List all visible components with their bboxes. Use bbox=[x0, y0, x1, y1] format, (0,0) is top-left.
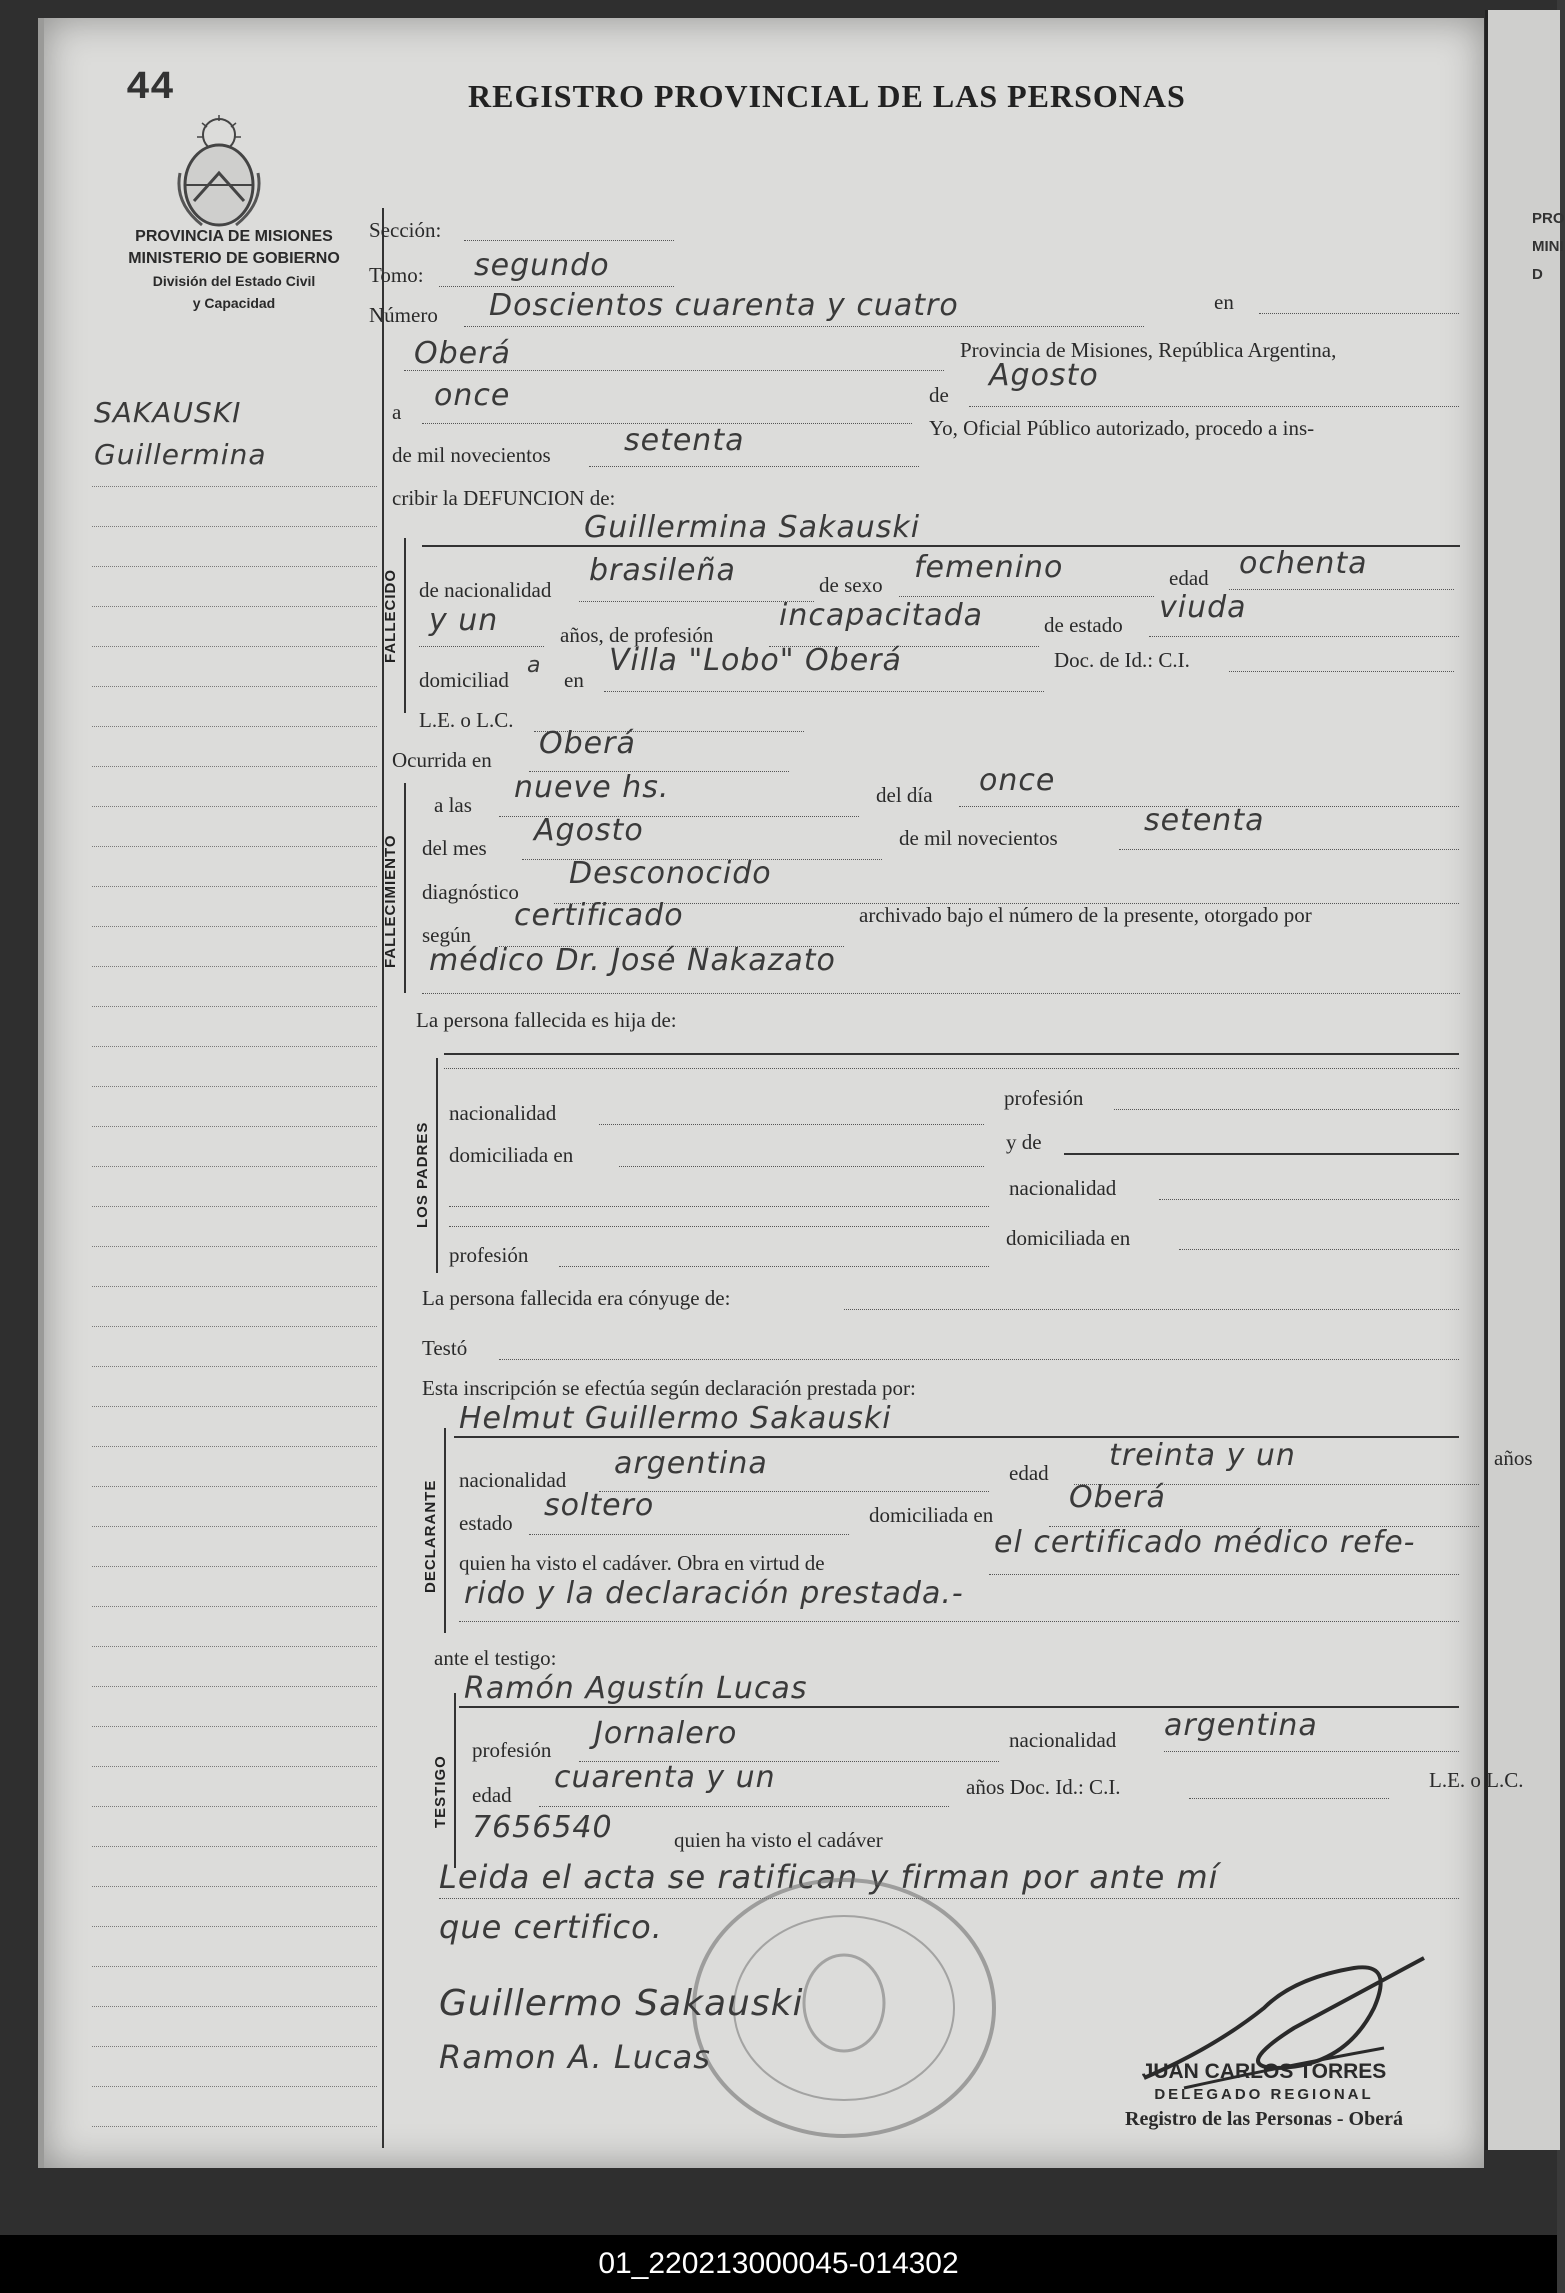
coat-of-arms-icon bbox=[172, 113, 267, 233]
fallecido-bar bbox=[404, 538, 406, 713]
register-page bbox=[38, 18, 1533, 2168]
deceased-name: Guillermina Sakauski bbox=[584, 510, 921, 545]
madre-nacionalidad-label: nacionalidad bbox=[1009, 1176, 1117, 1200]
a-las-label: a las bbox=[434, 793, 472, 817]
lugar-value: Oberá bbox=[414, 336, 511, 371]
decl-domicilio-label: domiciliada en bbox=[869, 1503, 994, 1527]
ocurrida-label: Ocurrida en bbox=[392, 748, 492, 772]
page-title: REGISTRO PROVINCIAL DE LAS PERSONAS bbox=[468, 78, 1186, 114]
testigo-bar bbox=[454, 1693, 456, 1868]
dia2-value: once bbox=[979, 763, 1056, 798]
file-id-bar bbox=[0, 2235, 1557, 2293]
madre-domicilio-label: domiciliada en bbox=[1006, 1226, 1131, 1250]
fallecimiento-section-label: FALLECIMIENTO bbox=[382, 834, 399, 968]
test-doc-value: 7656540 bbox=[472, 1810, 613, 1845]
obra-virtud-value: el certificado médico refe- bbox=[994, 1525, 1416, 1560]
estado-label: de estado bbox=[1044, 613, 1123, 637]
quien-visto2-label: quien ha visto el cadáver bbox=[674, 1828, 883, 1852]
fallecimiento-bar bbox=[404, 783, 406, 993]
decl-estado-value: soltero bbox=[544, 1488, 655, 1523]
adjacent-page-edge: PRO MINI D bbox=[1485, 10, 1560, 2150]
mes2-value: Agosto bbox=[534, 813, 644, 848]
profesion-label: años, de profesión bbox=[560, 623, 714, 647]
official-signature-icon bbox=[1124, 1948, 1444, 2108]
testo-label: Testó bbox=[422, 1336, 468, 1360]
domicilio-value: Villa "Lobo" Oberá bbox=[609, 643, 902, 678]
yo-oficial-label: Yo, Oficial Público autorizado, procedo a ins- bbox=[929, 416, 1315, 440]
page-number: 44 bbox=[126, 66, 175, 111]
margin-given-name: Guillermina bbox=[94, 438, 267, 471]
padre-nacionalidad-label: nacionalidad bbox=[449, 1101, 557, 1125]
y-de-label: y de bbox=[1006, 1130, 1042, 1154]
test-doc-label: años Doc. Id.: C.I. bbox=[966, 1775, 1121, 1799]
anio-value: setenta bbox=[624, 423, 745, 458]
test-profesion-value: Jornalero bbox=[594, 1716, 738, 1751]
nacionalidad-value: brasileña bbox=[589, 553, 736, 588]
numero-label: Número bbox=[369, 303, 438, 327]
madre-profesion-label: profesión bbox=[449, 1243, 529, 1267]
declarante-bar bbox=[444, 1428, 446, 1633]
diagnostico-label: diagnóstico bbox=[422, 880, 519, 904]
diagnostico-value: Desconocido bbox=[569, 856, 772, 891]
en-label: en bbox=[1214, 290, 1234, 314]
medico-value: médico Dr. José Nakazato bbox=[429, 943, 836, 978]
issuer-line: y Capacidad bbox=[192, 295, 276, 311]
domiciliad-label: domiciliad bbox=[419, 668, 509, 692]
official-office: Registro de las Personas - Oberá bbox=[1125, 2108, 1403, 2130]
padre-domicilio-label: domiciliada en bbox=[449, 1143, 574, 1167]
decl-estado-label: estado bbox=[459, 1511, 513, 1535]
edad-value-cont: y un bbox=[429, 603, 499, 638]
numero-value: Doscientos cuarenta y cuatro bbox=[489, 288, 959, 323]
quien-visto-label: quien ha visto el cadáver. Obra en virtud de bbox=[459, 1551, 825, 1575]
hora-value: nueve hs. bbox=[514, 770, 670, 805]
issuer-line: MINISTERIO DE GOBIERNO bbox=[128, 250, 340, 267]
sexo-label: de sexo bbox=[819, 573, 883, 597]
test-nacionalidad-value: argentina bbox=[1164, 1708, 1318, 1743]
margin-surname: SAKAUSKI bbox=[94, 396, 242, 429]
estado-value: viuda bbox=[1159, 590, 1247, 625]
provincia-label: Provincia de Misiones, República Argentina, bbox=[960, 338, 1337, 362]
official-name: JUAN CARLOS TORRES bbox=[1141, 2060, 1387, 2083]
ante-testigo-label: ante el testigo: bbox=[434, 1646, 557, 1670]
segun-value: certificado bbox=[514, 898, 684, 933]
hija-de-label: La persona fallecida es hija de: bbox=[416, 1008, 677, 1032]
fallecido-section-label: FALLECIDO bbox=[382, 569, 399, 663]
obra-virtud-value-cont: rido y la declaración prestada.- bbox=[464, 1576, 964, 1611]
dia-value: once bbox=[434, 378, 511, 413]
seccion-label: Sección: bbox=[369, 218, 442, 242]
segun-label: según bbox=[422, 923, 471, 947]
decl-nacionalidad-label: nacionalidad bbox=[459, 1468, 567, 1492]
tomo-value: segundo bbox=[474, 248, 610, 283]
cribir-label: cribir la DEFUNCION de: bbox=[392, 486, 616, 510]
main-column-border bbox=[382, 208, 384, 2148]
declarante-section-label: DECLARANTE bbox=[422, 1479, 439, 1593]
decl-edad-label: edad bbox=[1009, 1461, 1049, 1485]
a-label: a bbox=[392, 400, 402, 424]
conyuge-label: La persona fallecida era cónyuge de: bbox=[422, 1286, 731, 1310]
decl-anios-label: años bbox=[1494, 1446, 1533, 1470]
le-lc-label: L.E. o L.C. bbox=[419, 708, 514, 732]
padres-section-label: LOS PADRES bbox=[414, 1121, 431, 1228]
doc-id-label: Doc. de Id.: C.I. bbox=[1054, 648, 1190, 672]
leida-line: Leida el acta se ratifican y firman por ante mí bbox=[439, 1858, 1219, 1896]
issuer-line: PROVINCIA DE MISIONES bbox=[135, 228, 333, 245]
decl-nacionalidad-value: argentina bbox=[614, 1446, 768, 1481]
domiciliad-suffix: a bbox=[527, 653, 542, 678]
de-mil-label: de mil novecientos bbox=[392, 443, 551, 467]
file-id: 01_220213000045-014302 bbox=[598, 2247, 959, 2280]
signature-testigo: Ramon A. Lucas bbox=[439, 2038, 711, 2076]
de-mil2-label: de mil novecientos bbox=[899, 826, 1058, 850]
decl-domicilio-value: Oberá bbox=[1069, 1480, 1166, 1515]
certifico-line: que certifico. bbox=[439, 1908, 663, 1946]
mes-value: Agosto bbox=[989, 358, 1099, 393]
sexo-value: femenino bbox=[914, 550, 1064, 585]
del-mes-label: del mes bbox=[422, 836, 487, 860]
issuer-line: División del Estado Civil bbox=[152, 273, 316, 289]
nacionalidad-label: de nacionalidad bbox=[419, 578, 552, 602]
declarante-name: Helmut Guillermo Sakauski bbox=[459, 1401, 892, 1436]
padres-bar bbox=[436, 1058, 438, 1273]
test-le-lc-label: L.E. o L.C. bbox=[1429, 1768, 1524, 1792]
del-dia-label: del día bbox=[876, 783, 933, 807]
inscripcion-label: Esta inscripción se efectúa según declaración prestada por: bbox=[422, 1376, 916, 1400]
ocurrida-value: Oberá bbox=[539, 726, 636, 761]
edad-value: ochenta bbox=[1239, 546, 1368, 581]
official-role: DELEGADO REGIONAL bbox=[1154, 2086, 1374, 2103]
test-edad-label: edad bbox=[472, 1783, 512, 1807]
test-profesion-label: profesión bbox=[472, 1738, 552, 1762]
issuer-block bbox=[84, 226, 384, 314]
testigo-section-label: TESTIGO bbox=[432, 1755, 449, 1828]
en-domicilio-label: en bbox=[564, 668, 584, 692]
profesion-value: incapacitada bbox=[779, 598, 984, 633]
padre-profesion-label: profesión bbox=[1004, 1086, 1084, 1110]
testigo-name: Ramón Agustín Lucas bbox=[464, 1671, 808, 1706]
decl-edad-value: treinta y un bbox=[1109, 1438, 1296, 1473]
de-label: de bbox=[929, 383, 949, 407]
archivado-label: archivado bajo el número de la presente, otorgado por bbox=[859, 903, 1312, 927]
tomo-label: Tomo: bbox=[369, 263, 424, 287]
test-edad-value: cuarenta y un bbox=[554, 1760, 776, 1795]
signature-declarante: Guillermo Sakauski bbox=[439, 1983, 804, 2024]
edad-label: edad bbox=[1169, 566, 1209, 590]
anio2-value: setenta bbox=[1144, 803, 1265, 838]
test-nacionalidad-label: nacionalidad bbox=[1009, 1728, 1117, 1752]
